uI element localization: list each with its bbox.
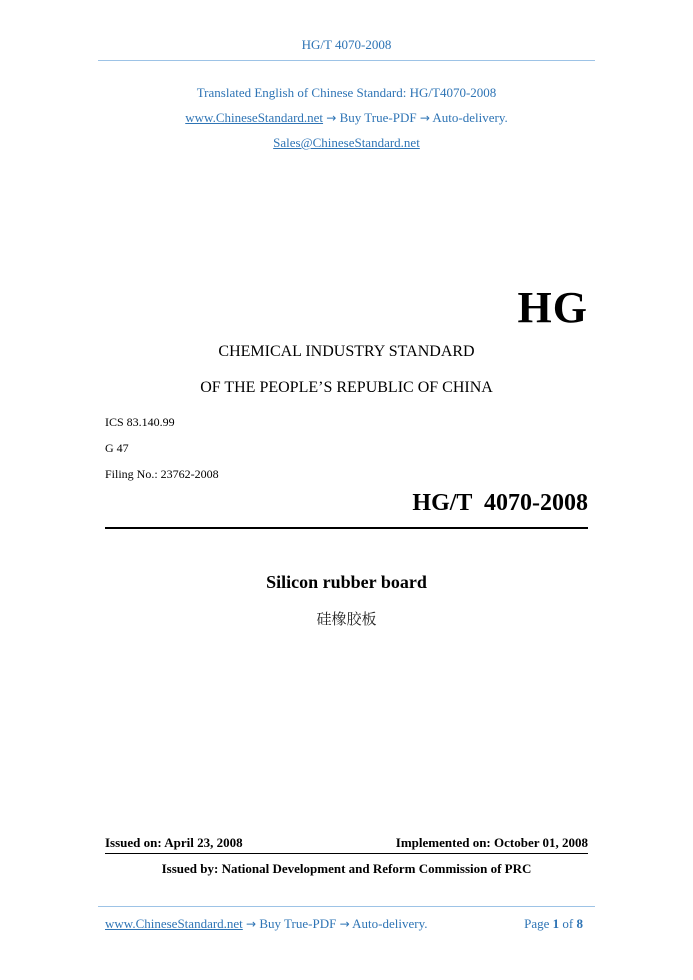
- site-link[interactable]: www.ChineseStandard.net: [185, 110, 324, 125]
- standard-mark: HG: [517, 283, 588, 332]
- promo-links: [0, 110, 693, 126]
- page-total: 8: [576, 916, 583, 931]
- footer-delivery-text: Auto-delivery.: [352, 916, 428, 931]
- arrow-right-icon: →: [246, 917, 257, 931]
- document-title: Silicon rubber board: [266, 572, 427, 592]
- running-header: HG/T 4070-2008: [301, 37, 392, 52]
- dates-divider: [105, 853, 588, 854]
- buy-pdf-text: Buy True-PDF: [339, 110, 417, 125]
- sales-email-link[interactable]: Sales@ChineseStandard.net: [273, 135, 420, 150]
- arrow-right-icon: →: [326, 111, 337, 125]
- auto-delivery-text: Auto-delivery.: [432, 110, 508, 125]
- issuing-body-line2: OF THE PEOPLE’S REPUBLIC OF CHINA: [200, 379, 493, 396]
- filing-number: Filing No.: 23762-2008: [105, 467, 219, 481]
- implemented-on-date: Implemented on: October 01, 2008: [395, 835, 588, 850]
- translation-notice: Translated English of Chinese Standard: HG/T4070-2008: [196, 85, 497, 100]
- standard-number: HG/T 4070-2008: [412, 490, 588, 516]
- arrow-right-icon: →: [339, 917, 350, 931]
- standard-number-divider: [105, 527, 588, 529]
- footer-divider: [98, 906, 595, 907]
- header-divider: [98, 60, 595, 61]
- footer-links: [105, 916, 428, 932]
- footer-buy-text: Buy True-PDF: [259, 916, 337, 931]
- issued-by: Issued by: National Development and Reform Commission of PRC: [161, 861, 532, 876]
- email-row: [0, 135, 693, 151]
- issued-on-date: Issued on: April 23, 2008: [105, 835, 243, 850]
- of-label: of: [562, 916, 574, 931]
- issuing-body-line1: CHEMICAL INDUSTRY STANDARD: [218, 343, 475, 360]
- page-label: Page: [524, 916, 550, 931]
- document-title-chinese: 硅橡胶板: [316, 610, 377, 628]
- page-current: 1: [552, 916, 560, 931]
- classification-code: G 47: [105, 441, 129, 455]
- page-indicator: [524, 916, 583, 932]
- ics-code: ICS 83.140.99: [105, 415, 175, 429]
- arrow-right-icon: →: [419, 111, 430, 125]
- footer-site-link[interactable]: www.ChineseStandard.net: [105, 916, 243, 931]
